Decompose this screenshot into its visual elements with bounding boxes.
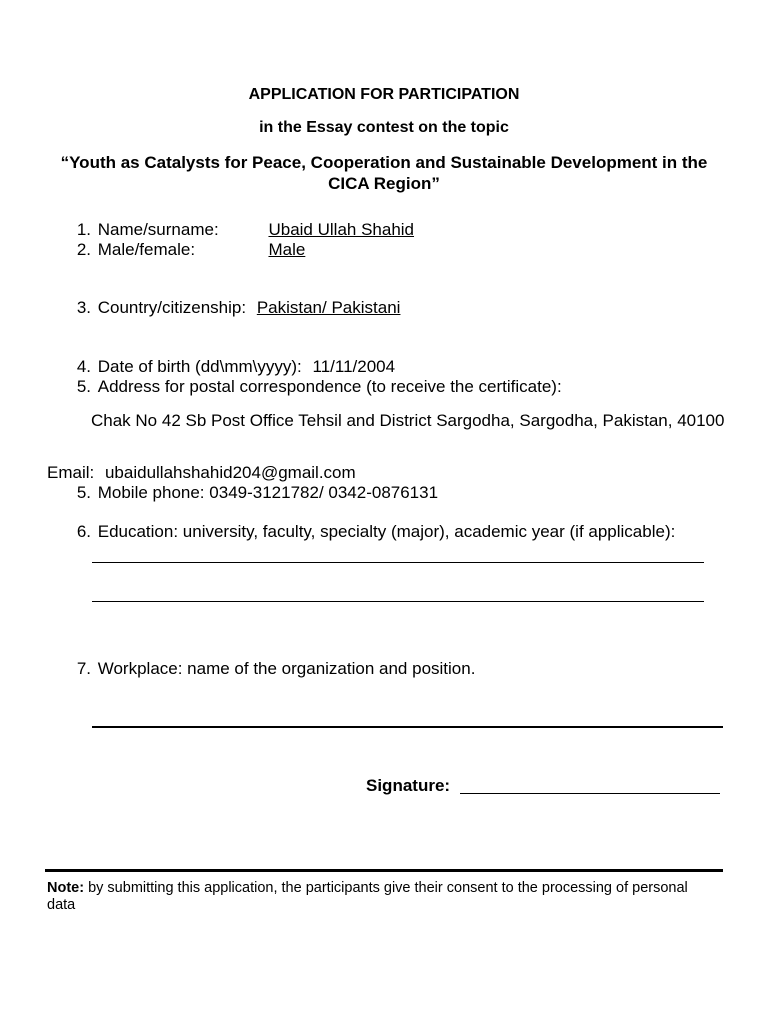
field-number: 3. (76, 298, 91, 317)
field-number: 2. (76, 240, 91, 259)
field-number: 5. (76, 377, 91, 396)
education-blank-line-1[interactable] (92, 562, 704, 563)
note-text: by submitting this application, the participants give their consent to the processing of personal data (47, 880, 688, 913)
field-gender (49, 240, 305, 260)
field-address (49, 377, 562, 397)
field-label: Date of birth (dd\mm\yyyy): (97, 357, 302, 376)
field-education (49, 522, 675, 542)
address-value: Chak No 42 Sb Post Office Tehsil and District Sargodha, Sargodha, Pakistan, 40100 (91, 411, 725, 430)
form-title: APPLICATION FOR PARTICIPATION (248, 86, 520, 103)
signature-label: Signature: (366, 776, 451, 795)
note-divider (45, 869, 723, 872)
dob-value: 11/11/2004 (312, 357, 396, 376)
workplace-blank-line[interactable] (92, 726, 723, 728)
field-label: Mobile phone: (97, 483, 205, 502)
field-name (49, 220, 414, 240)
field-number: 1. (76, 220, 91, 239)
field-dob (49, 357, 395, 377)
field-number: 6. (76, 522, 91, 541)
field-email (47, 463, 356, 483)
consent-note (47, 880, 697, 914)
field-country (49, 298, 400, 318)
mobile-value: 0349-3121782/ 0342-0876131 (209, 483, 439, 502)
email-value: ubaidullahshahid204@gmail.com (104, 463, 356, 482)
field-number: 7. (76, 659, 91, 678)
country-value: Pakistan/ Pakistani (256, 298, 401, 317)
field-number: 5. (76, 483, 91, 502)
field-label: Workplace: name of the organization and position. (97, 659, 476, 678)
note-label: Note: (47, 880, 85, 896)
field-mobile (49, 483, 438, 503)
name-value: Ubaid Ullah Shahid (268, 220, 415, 239)
signature-blank-line[interactable] (460, 775, 720, 794)
field-label: Country/citizenship: (97, 298, 247, 317)
field-workplace (49, 659, 475, 679)
field-label: Name/surname: (97, 220, 219, 239)
form-subtitle: in the Essay contest on the topic (259, 119, 509, 136)
field-label: Address for postal correspondence (to receive the certificate): (97, 377, 562, 396)
field-number: 4. (76, 357, 91, 376)
field-label: Email: (47, 463, 95, 482)
gender-value: Male (268, 240, 306, 259)
field-label: Education: university, faculty, specialty (major), academic year (if applicable): (97, 522, 676, 541)
education-blank-line-2[interactable] (92, 601, 704, 602)
essay-topic: “Youth as Catalysts for Peace, Cooperation and Sustainable Development in the CICA Region” (60, 153, 708, 193)
field-label: Male/female: (97, 240, 196, 259)
